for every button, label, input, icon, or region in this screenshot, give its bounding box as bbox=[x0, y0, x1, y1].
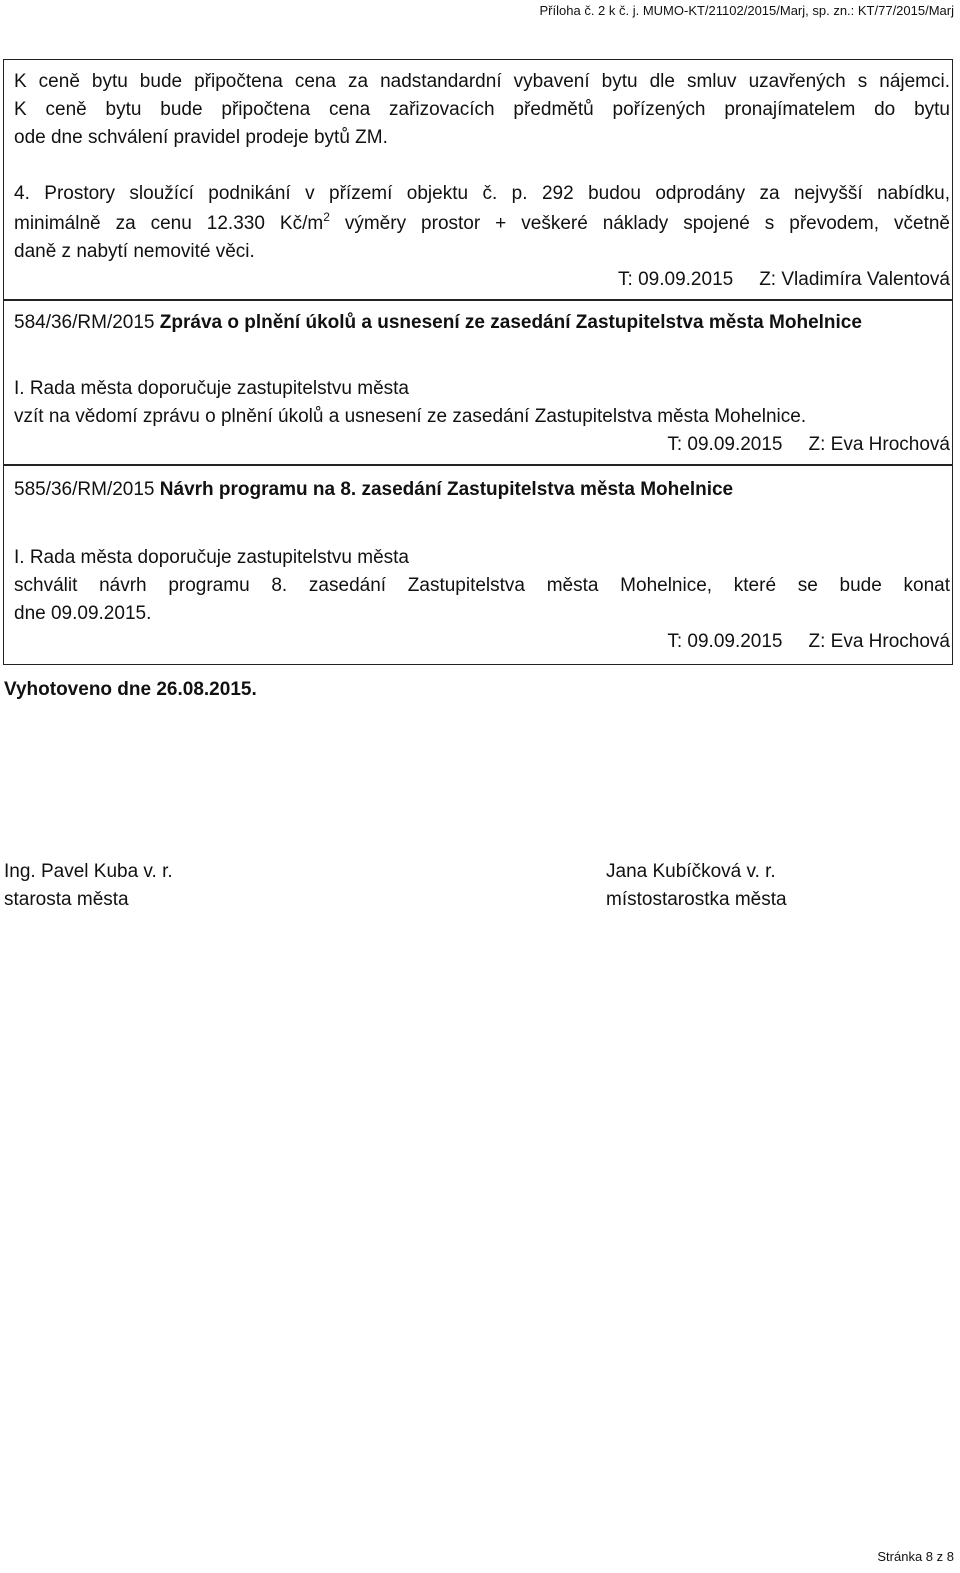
term-responsible bbox=[14, 431, 950, 459]
signature-right-name: Jana Kubíčková v. r. bbox=[606, 861, 776, 882]
paragraph-line: ode dne schválení pravidel prodeje bytů ZM. bbox=[14, 127, 388, 148]
resolution-text: schválit návrh programu 8. zasedání Zastupitelstva města Mohelnice, které se bude konat bbox=[14, 575, 950, 596]
term-responsible bbox=[14, 266, 950, 294]
paragraph-line: K ceně bytu bude připočtena cena za nadstandardní vybavení bytu dle smluv uzavřených s nájemci. bbox=[14, 71, 950, 92]
signature-left-name: Ing. Pavel Kuba v. r. bbox=[4, 861, 173, 882]
resolution-heading bbox=[14, 309, 950, 337]
term-date: T: 09.09.2015 bbox=[667, 631, 783, 652]
responsible-person: Z: Vladimíra Valentová bbox=[759, 269, 950, 290]
resolution-number: 584/36/RM/2015 bbox=[14, 312, 155, 333]
responsible-person: Z: Eva Hrochová bbox=[808, 434, 950, 455]
resolution-title: Návrh programu na 8. zasedání Zastupitelstva města Mohelnice bbox=[159, 479, 734, 500]
responsible-person: Z: Eva Hrochová bbox=[808, 631, 950, 652]
term-date: T: 09.09.2015 bbox=[618, 269, 734, 290]
term-responsible bbox=[14, 628, 950, 656]
recommendation-heading: I. Rada města doporučuje zastupitelstvu města bbox=[14, 547, 409, 568]
term-date: T: 09.09.2015 bbox=[667, 434, 783, 455]
paragraph-line: K ceně bytu bude připočtena cena zařizovacích předmětů pořízených pronajímatelem do bytu bbox=[14, 99, 950, 120]
item-4-line: minimálně za cenu 12.330 $Kč/m^2$ výměry prostor + veškeré náklady spojené s převodem, včetně bbox=[14, 210, 950, 234]
resolution-title: Zpráva o plnění úkolů a usnesení ze zasedání Zastupitelstva města Mohelnice bbox=[159, 312, 862, 333]
prepared-date: Vyhotoveno dne 26.08.2015. bbox=[4, 679, 257, 700]
signature-left-role: starosta města bbox=[4, 889, 129, 910]
signature-right-role: místostarostka města bbox=[606, 889, 787, 910]
resolution-block-584 bbox=[3, 300, 953, 465]
resolution-text: vzít na vědomí zprávu o plnění úkolů a usnesení ze zasedání Zastupitelstva města Mohelnice. bbox=[14, 406, 807, 427]
document-reference: Příloha č. 2 k č. j. MUMO-KT/21102/2015/Marj, sp. zn.: KT/77/2015/Marj bbox=[539, 3, 954, 18]
page-number: Stránka 8 z 8 bbox=[877, 1549, 954, 1564]
item-4-line: daně z nabytí nemovité věci. bbox=[14, 241, 255, 262]
recommendation-heading: I. Rada města doporučuje zastupitelstvu města bbox=[14, 378, 409, 399]
resolution-text: dne 09.09.2015. bbox=[14, 603, 152, 624]
resolution-block-585 bbox=[3, 465, 953, 665]
item-4-line: 4. Prostory sloužící podnikání v přízemí objektu č. p. 292 budou odprodány za nejvyšší nabídku, bbox=[14, 183, 950, 204]
resolution-heading bbox=[14, 476, 950, 504]
resolution-number: 585/36/RM/2015 bbox=[14, 479, 155, 500]
resolution-block-continuation bbox=[3, 59, 953, 300]
